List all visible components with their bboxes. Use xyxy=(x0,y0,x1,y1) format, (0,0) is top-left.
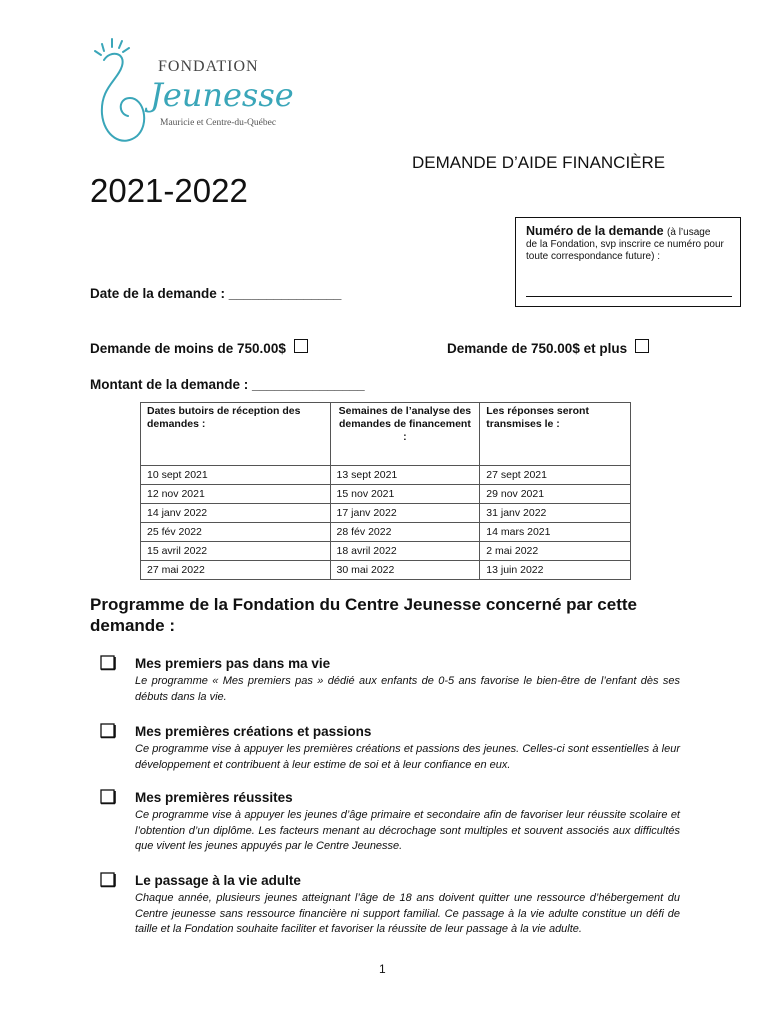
program-description: Le programme « Mes premiers pas » dédié aux enfants de 0-5 ans favorise le bien-être de l’enfant dès ses débuts dans la vie. xyxy=(135,675,680,703)
table-cell: 13 sept 2021 xyxy=(330,466,480,485)
table-cell: 14 janv 2022 xyxy=(141,504,331,523)
table-row xyxy=(141,466,631,485)
table-header: Dates butoirs de réception des demandes : xyxy=(141,403,331,466)
amount-field-label[interactable]: Montant de la demande : _______________ xyxy=(90,377,365,392)
table-cell: 29 nov 2021 xyxy=(480,485,631,504)
program-description: Ce programme vise à appuyer les jeunes d’âge primaire et secondaire afin de favoriser leur réussite scolaire et l’obtention d’un diplôme. Les facteurs menant au décrochage sont multiples et souvent associés aux difficultés que vivent les jeunes appuyés par le Centre Jeunesse. xyxy=(135,809,680,852)
date-field-label[interactable]: Date de la demande : _______________ xyxy=(90,286,342,301)
table-cell: 27 mai 2022 xyxy=(141,561,331,580)
program-title: Mes premières créations et passions xyxy=(135,724,372,739)
table-row xyxy=(141,542,631,561)
table-header: Semaines de l’analyse des demandes de financement : xyxy=(330,403,480,466)
table-header-row xyxy=(141,403,631,466)
table-cell: 13 juin 2022 xyxy=(480,561,631,580)
request-number-title: Numéro de la demande xyxy=(526,224,664,238)
table-cell: 17 janv 2022 xyxy=(330,504,480,523)
deadlines-table xyxy=(140,402,631,580)
request-number-field[interactable] xyxy=(526,296,732,297)
document-title: DEMANDE D’AIDE FINANCIÈRE xyxy=(412,153,666,172)
over-750-checkbox[interactable] xyxy=(635,339,649,353)
foundation-logo xyxy=(92,36,312,156)
program-title: Mes premières réussites xyxy=(135,790,293,805)
program-description: Ce programme vise à appuyer les premières créations et passions des jeunes. Celles-ci sont essentielles à leur développement et contribuent à leur estime de soi et à leur confiance en eux. xyxy=(135,743,680,771)
logo-region: Mauricie et Centre-du-Québec xyxy=(160,118,277,128)
program-description: Chaque année, plusieurs jeunes atteignant l’âge de 18 ans doivent quitter une ressource d’hébergement du Centre jeunesse sans ressource financière ni support familial. Ce passage à la vie adulte constitue un défi de taille et la Fondation souhaite faciliter et favoriser la réussite de leur passage à la vie adulte. xyxy=(135,892,680,935)
table-cell: 27 sept 2021 xyxy=(480,466,631,485)
table-cell: 30 mai 2022 xyxy=(330,561,480,580)
table-cell: 14 mars 2021 xyxy=(480,523,631,542)
table-row xyxy=(141,504,631,523)
under-750-option[interactable] xyxy=(90,341,308,356)
checkbox-icon[interactable] xyxy=(100,723,116,739)
programs-section-title: Programme de la Fondation du Centre Jeunesse concerné par cette demande : xyxy=(90,595,637,635)
table-cell: 12 nov 2021 xyxy=(141,485,331,504)
over-750-option[interactable] xyxy=(447,341,649,356)
checkbox-icon[interactable] xyxy=(100,789,116,805)
table-cell: 25 fév 2022 xyxy=(141,523,331,542)
table-cell: 28 fév 2022 xyxy=(330,523,480,542)
checkbox-icon[interactable] xyxy=(100,872,116,888)
page-number: 1 xyxy=(379,962,386,976)
table-cell: 18 avril 2022 xyxy=(330,542,480,561)
table-cell: 15 nov 2021 xyxy=(330,485,480,504)
table-header: Les réponses seront transmises le : xyxy=(480,403,631,466)
under-750-label: Demande de moins de 750.00$ xyxy=(90,341,286,356)
table-row xyxy=(141,561,631,580)
logo-word-fondation: FONDATION xyxy=(158,58,259,75)
request-number-box xyxy=(515,217,741,307)
program-title: Mes premiers pas dans ma vie xyxy=(135,656,331,671)
table-cell: 10 sept 2021 xyxy=(141,466,331,485)
request-number-note-inline: (à l’usage xyxy=(667,227,711,238)
program-title: Le passage à la vie adulte xyxy=(135,873,301,888)
logo-word-jeunesse: Jeunesse xyxy=(150,76,294,114)
table-row xyxy=(141,485,631,504)
table-cell: 15 avril 2022 xyxy=(141,542,331,561)
request-number-note: de la Fondation, svp inscrire ce numéro pour toute correspondance future) : xyxy=(526,239,724,262)
checkbox-icon[interactable] xyxy=(100,655,116,671)
table-cell: 2 mai 2022 xyxy=(480,542,631,561)
under-750-checkbox[interactable] xyxy=(294,339,308,353)
table-cell: 31 janv 2022 xyxy=(480,504,631,523)
over-750-label: Demande de 750.00$ et plus xyxy=(447,341,628,356)
table-row xyxy=(141,523,631,542)
year-heading: 2021-2022 xyxy=(90,172,248,209)
